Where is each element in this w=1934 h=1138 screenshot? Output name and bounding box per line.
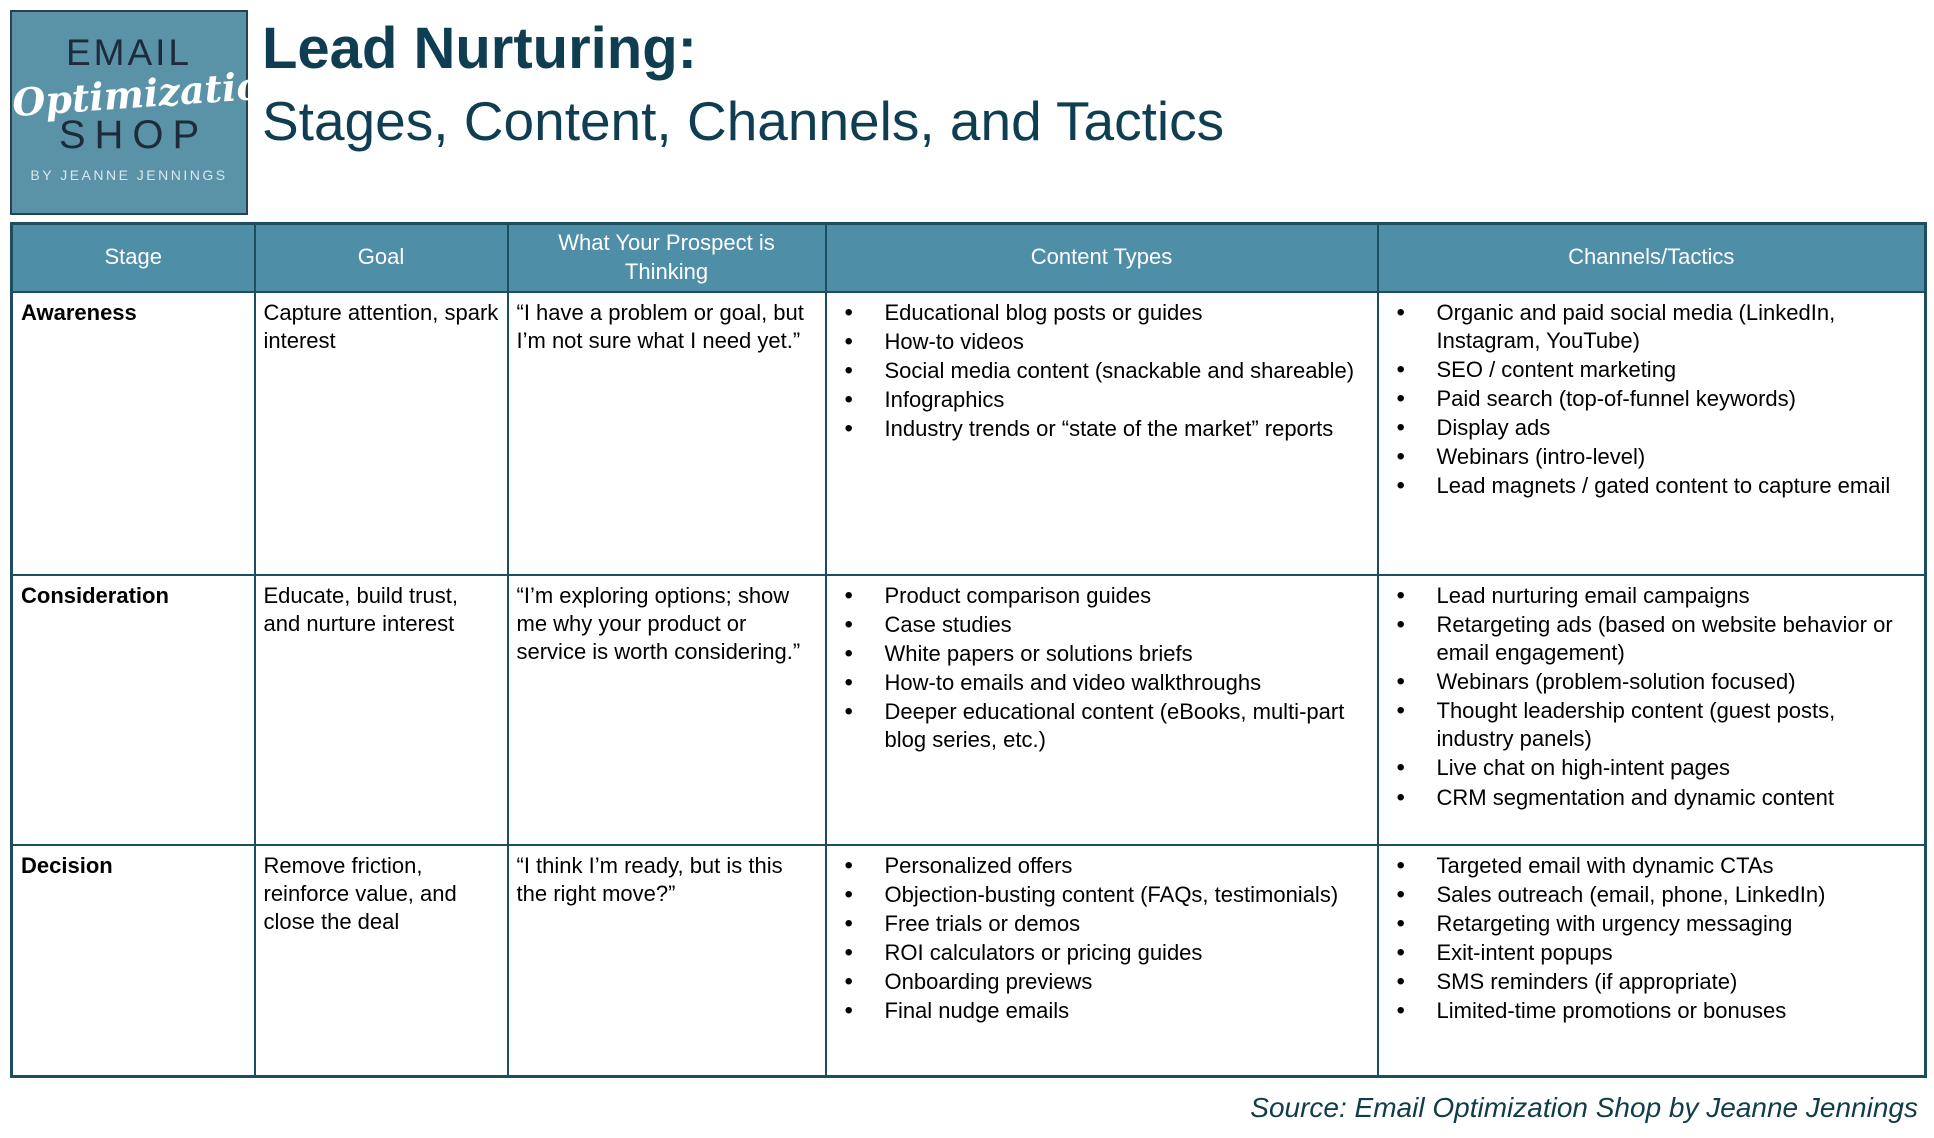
bullet-item: • Personalized offers bbox=[835, 852, 1369, 880]
bullet-item: • How-to emails and video walkthroughs bbox=[835, 669, 1369, 697]
bullet-item: • Industry trends or “state of the market” reports bbox=[835, 415, 1369, 443]
bullet-item: • Educational blog posts or guides bbox=[835, 299, 1369, 327]
bullet-item: • Live chat on high-intent pages bbox=[1387, 754, 1917, 782]
bullet-item: • Targeted email with dynamic CTAs bbox=[1387, 852, 1917, 880]
stage-cell: Consideration bbox=[12, 575, 255, 845]
column-header-channels-tactics: Channels/Tactics bbox=[1378, 224, 1926, 292]
bullet-item: • Onboarding previews bbox=[835, 968, 1369, 996]
content-types-cell bbox=[826, 575, 1378, 845]
table-row-awareness bbox=[12, 292, 1926, 575]
channels-tactics-cell bbox=[1378, 845, 1926, 1077]
channels-tactics-list bbox=[1387, 582, 1917, 812]
bullet-item: • Infographics bbox=[835, 386, 1369, 414]
bullet-item: • Webinars (problem-solution focused) bbox=[1387, 668, 1917, 696]
column-header-content-types: Content Types bbox=[826, 224, 1378, 292]
lead-nurturing-table bbox=[10, 222, 1927, 1078]
bullet-item: • Lead magnets / gated content to capture email bbox=[1387, 472, 1917, 500]
title-block bbox=[262, 16, 1225, 152]
content-types-list bbox=[835, 582, 1369, 755]
bullet-item: • Exit-intent popups bbox=[1387, 939, 1917, 967]
stage-cell: Awareness bbox=[12, 292, 255, 575]
source-attribution: Source: Email Optimization Shop by Jeanne Jennings bbox=[1250, 1092, 1918, 1123]
page-title: Lead Nurturing: bbox=[262, 16, 697, 81]
content-types-list bbox=[835, 299, 1369, 444]
bullet-item: • Thought leadership content (guest posts, industry panels) bbox=[1387, 697, 1917, 753]
bullet-item: • Final nudge emails bbox=[835, 997, 1369, 1025]
thinking-cell: “I think I’m ready, but is this the right move?” bbox=[508, 845, 826, 1077]
brand-logo bbox=[10, 10, 291, 215]
bullet-item: • Free trials or demos bbox=[835, 910, 1369, 938]
bullet-item: • Limited-time promotions or bonuses bbox=[1387, 997, 1917, 1025]
bullet-item: • Paid search (top-of-funnel keywords) bbox=[1387, 385, 1917, 413]
channels-tactics-list bbox=[1387, 299, 1917, 501]
goal-cell: Educate, build trust, and nurture interest bbox=[255, 575, 508, 845]
logo-shop-text: SHOP bbox=[58, 113, 209, 157]
bullet-item: • SMS reminders (if appropriate) bbox=[1387, 968, 1917, 996]
bullet-item: • Display ads bbox=[1387, 414, 1917, 442]
page-subtitle: Stages, Content, Channels, and Tactics bbox=[262, 90, 1225, 152]
bullet-item: • Lead nurturing email campaigns bbox=[1387, 582, 1917, 610]
channels-tactics-cell bbox=[1378, 292, 1926, 575]
logo-optimization-script-text: Optimization bbox=[10, 60, 291, 126]
bullet-item: • Organic and paid social media (LinkedIn, Instagram, YouTube) bbox=[1387, 299, 1917, 355]
bullet-item: • Sales outreach (email, phone, LinkedIn) bbox=[1387, 881, 1917, 909]
bullet-item: • Case studies bbox=[835, 611, 1369, 639]
logo-byline: BY JEANNE JENNINGS bbox=[30, 167, 228, 183]
bullet-item: • Objection-busting content (FAQs, testimonials) bbox=[835, 881, 1369, 909]
content-types-cell bbox=[826, 845, 1378, 1077]
bullet-item: • How-to videos bbox=[835, 328, 1369, 356]
bullet-item: • White papers or solutions briefs bbox=[835, 640, 1369, 668]
stage-cell: Decision bbox=[12, 845, 255, 1077]
table-header-row bbox=[12, 224, 1926, 292]
content-types-cell bbox=[826, 292, 1378, 575]
column-header-goal: Goal bbox=[255, 224, 508, 292]
table-row-decision bbox=[12, 845, 1926, 1077]
column-header-prospect-thinking: What Your Prospect is Thinking bbox=[508, 224, 826, 292]
thinking-cell: “I’m exploring options; show me why your product or service is worth considering.” bbox=[508, 575, 826, 845]
bullet-item: • Product comparison guides bbox=[835, 582, 1369, 610]
logo-email-text: EMAIL bbox=[65, 32, 193, 73]
bullet-item: • SEO / content marketing bbox=[1387, 356, 1917, 384]
column-header-stage: Stage bbox=[12, 224, 255, 292]
bullet-item: • ROI calculators or pricing guides bbox=[835, 939, 1369, 967]
table-row-consideration bbox=[12, 575, 1926, 845]
thinking-cell: “I have a problem or goal, but I’m not sure what I need yet.” bbox=[508, 292, 826, 575]
bullet-item: • Retargeting ads (based on website behavior or email engagement) bbox=[1387, 611, 1917, 667]
content-types-list bbox=[835, 852, 1369, 1026]
bullet-item: • Social media content (snackable and shareable) bbox=[835, 357, 1369, 385]
channels-tactics-list bbox=[1387, 852, 1917, 1026]
goal-cell: Capture attention, spark interest bbox=[255, 292, 508, 575]
channels-tactics-cell bbox=[1378, 575, 1926, 845]
bullet-item: • CRM segmentation and dynamic content bbox=[1387, 784, 1917, 812]
bullet-item: • Deeper educational content (eBooks, multi-part blog series, etc.) bbox=[835, 698, 1369, 754]
bullet-item: • Webinars (intro-level) bbox=[1387, 443, 1917, 471]
bullet-item: • Retargeting with urgency messaging bbox=[1387, 910, 1917, 938]
goal-cell: Remove friction, reinforce value, and close the deal bbox=[255, 845, 508, 1077]
